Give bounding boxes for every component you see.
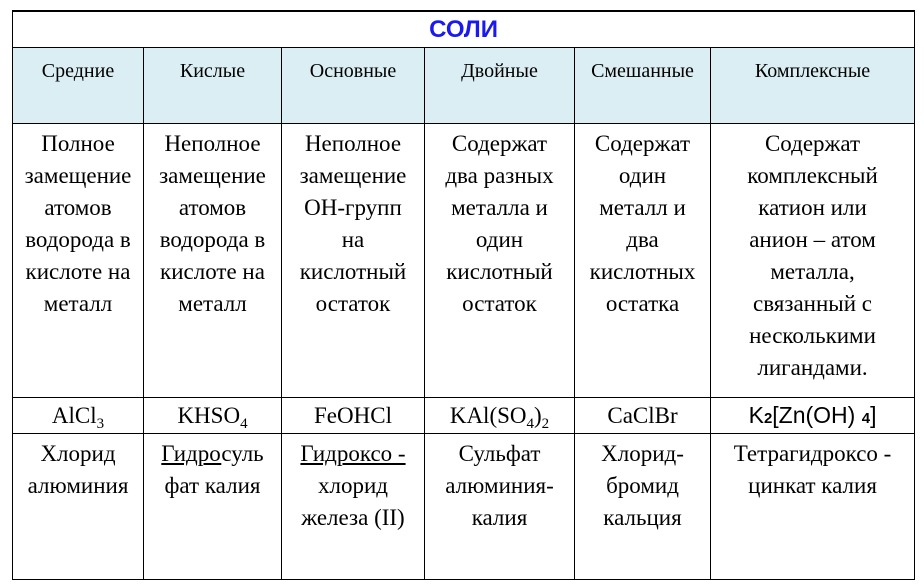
type-header-dvoinye: Двойные xyxy=(425,48,575,124)
definition-line: остаток xyxy=(315,291,391,316)
name-line: бромид xyxy=(606,473,679,498)
definition-line: Содержат xyxy=(594,131,691,156)
formula-main: AlCl xyxy=(51,402,97,428)
formula-row xyxy=(13,398,915,434)
definition-line: Неполное xyxy=(304,131,402,156)
formula-main: KHSO xyxy=(177,402,241,428)
definition-line: металл xyxy=(43,291,113,316)
type-header-kislye: Кислые xyxy=(144,48,282,124)
type-header-kompleksnye: Комплексные xyxy=(711,48,915,124)
definition-line: ОН-групп xyxy=(304,195,402,220)
definition-line: водорода в xyxy=(159,227,266,252)
type-header-row xyxy=(13,48,915,124)
definition-line: кислотный xyxy=(299,259,407,284)
definition-line: лигандами. xyxy=(757,355,868,380)
definition-kislye xyxy=(144,124,282,398)
name-rest: суль xyxy=(221,441,264,466)
name-underlined-prefix: Гидроксо - xyxy=(300,441,406,466)
definition-line: кислоте на xyxy=(25,259,131,284)
name-line: Сульфат xyxy=(458,441,541,466)
name-kislye xyxy=(144,434,282,580)
definition-line: металла и xyxy=(451,195,548,220)
definition-row xyxy=(13,124,915,398)
definition-line: атомов xyxy=(44,195,112,220)
name-line: хлорид xyxy=(318,473,388,498)
formula-part: ) xyxy=(534,402,542,428)
definition-srednie xyxy=(13,124,144,398)
definition-line: Полное xyxy=(41,131,115,156)
name-line: кальция xyxy=(603,505,682,530)
definition-line: один xyxy=(618,163,667,188)
definition-line: один xyxy=(475,227,524,252)
definition-line: Содержат xyxy=(451,131,548,156)
formula-k2znoh4 xyxy=(711,398,915,434)
name-line: Тетрагидроксо - xyxy=(733,441,892,466)
formula-subscript: 3 xyxy=(96,415,105,432)
type-header-smeshannye: Смешанные xyxy=(575,48,711,124)
name-underlined-prefix: Гидро xyxy=(161,441,222,466)
definition-line: кислотный xyxy=(446,259,553,284)
formula-subscript: 2 xyxy=(541,415,550,432)
definition-kompleksnye xyxy=(711,124,915,398)
definition-line: кислоте на xyxy=(160,259,265,284)
formula-main: CaClBr xyxy=(607,402,678,428)
formula-alcl3 xyxy=(13,398,144,434)
definition-line: два разных xyxy=(445,163,554,188)
name-line: Хлорид- xyxy=(601,441,684,466)
definition-line: анион – атом xyxy=(749,227,876,252)
name-dvoinye xyxy=(425,434,575,580)
salts-table-wrapper xyxy=(12,10,914,578)
definition-dvoinye xyxy=(425,124,575,398)
formula-khso4 xyxy=(144,398,282,434)
name-line: фат калия xyxy=(164,473,261,498)
formula-subscript: 4 xyxy=(526,415,534,432)
formula-index: 4 xyxy=(861,410,871,427)
formula-caclbr xyxy=(575,398,711,434)
name-line: алюминия xyxy=(27,473,129,498)
type-header-osnovnye: Основные xyxy=(282,48,425,124)
definition-line: комплексный xyxy=(747,163,878,188)
name-line: железа (II) xyxy=(301,505,405,530)
name-srednie xyxy=(13,434,144,580)
definition-line: замещение xyxy=(159,163,266,188)
name-osnovnye xyxy=(282,434,425,580)
formula-kalso42 xyxy=(425,398,575,434)
definition-line: водорода в xyxy=(25,227,131,252)
definition-line: металла, xyxy=(770,259,855,284)
definition-line: атомов xyxy=(178,195,247,220)
formula-feohcl xyxy=(282,398,425,434)
name-line xyxy=(144,438,281,470)
name-line: цинкат калия xyxy=(748,473,877,498)
name-kompleksnye xyxy=(711,434,915,580)
name-row xyxy=(13,434,915,580)
definition-line: остаток xyxy=(462,291,537,316)
definition-line: связанный с xyxy=(753,291,873,316)
definition-line: металл и xyxy=(599,195,686,220)
definition-line: Неполное xyxy=(164,131,261,156)
formula-subscript: 4 xyxy=(240,415,248,432)
definition-line: замещение xyxy=(299,163,407,188)
definition-line: несколькими xyxy=(749,323,876,348)
definition-line: катион или xyxy=(758,195,867,220)
definition-line: два xyxy=(626,227,659,252)
formula-part: K xyxy=(748,402,764,428)
salts-table xyxy=(12,10,915,580)
definition-line: остатка xyxy=(605,291,680,316)
formula-part: [Zn(OH) xyxy=(772,402,862,428)
type-header-srednie: Средние xyxy=(13,48,144,124)
definition-line: замещение xyxy=(24,163,132,188)
definition-line: кислотных xyxy=(589,259,696,284)
formula-part: ] xyxy=(870,402,877,428)
definition-line: металл xyxy=(178,291,247,316)
name-line: Хлорид xyxy=(40,441,116,466)
name-line: алюминия- xyxy=(445,473,554,498)
definition-smeshannye xyxy=(575,124,711,398)
definition-osnovnye xyxy=(282,124,425,398)
definition-line: Содержат xyxy=(764,131,861,156)
table-title: СОЛИ xyxy=(13,11,915,48)
formula-index: 2 xyxy=(763,410,773,427)
name-smeshannye xyxy=(575,434,711,580)
formula-main: FeOHCl xyxy=(314,402,392,428)
name-line: калия xyxy=(471,505,528,530)
definition-line: на xyxy=(341,227,365,252)
formula-part: KAl(SO xyxy=(449,402,527,428)
